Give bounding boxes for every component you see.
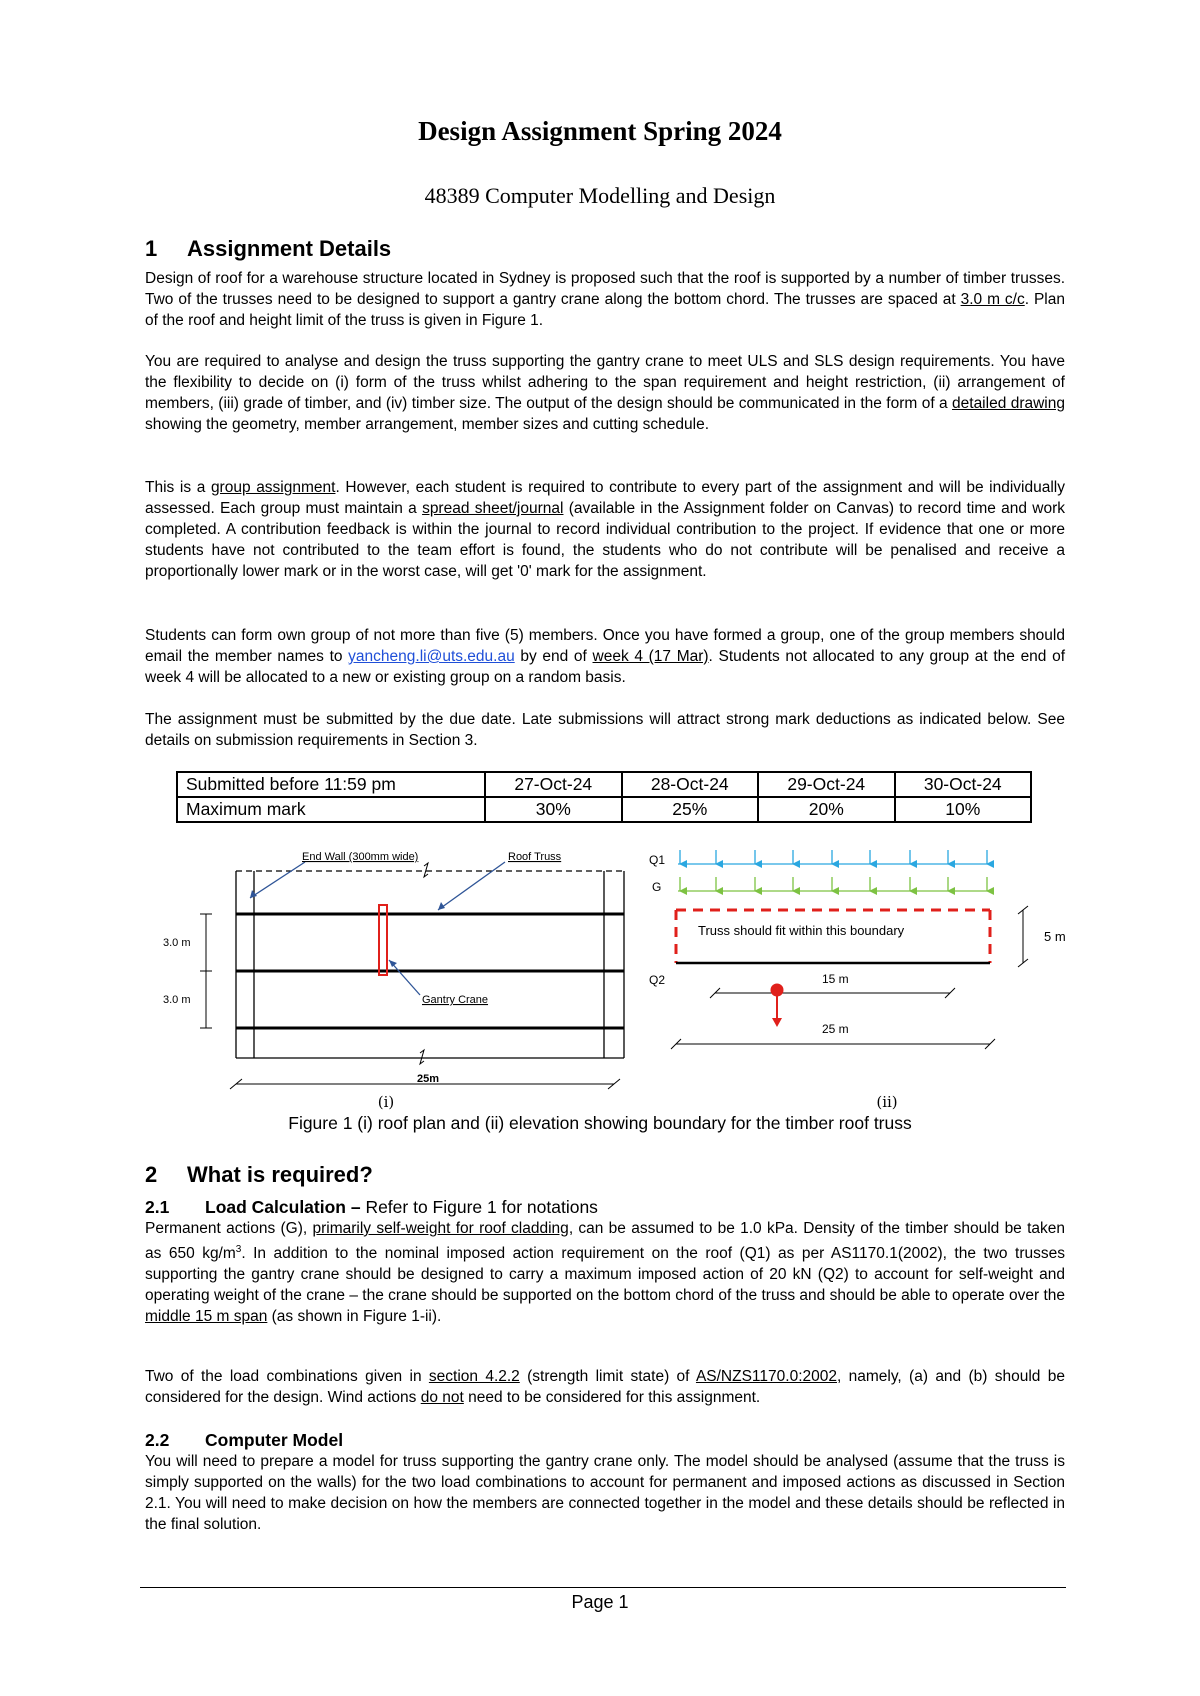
underlined-section-reference: section 4.2.2	[428, 1368, 520, 1385]
underlined-spreadsheet-journal: spread sheet/journal	[422, 500, 564, 517]
underlined-self-weight: primarily self-weight for roof cladding	[312, 1220, 569, 1237]
document-title: Design Assignment Spring 2024	[418, 116, 782, 146]
paragraph-computer-model: You will need to prepare a model for truss supporting the gantry crane only. The model should be analysed (assume that the truss is simply supported on the walls) for the two load combinations to account for permanent and imposed actions as discussed in Section 2.1. You will need to make decision on how the members are connected together in the model and these details should be reflected in the final solution.	[145, 1453, 1065, 1533]
spacing-dimension-2: 3.0 m	[163, 994, 191, 1006]
text-run: by end of	[514, 648, 593, 665]
text-run: Two of the load combinations given in	[145, 1368, 429, 1385]
span-dimension-label: 25m	[417, 1073, 440, 1085]
subsection-number: 2.1	[145, 1197, 170, 1217]
crane-span-label: 15 m	[822, 972, 849, 986]
underlined-standard-reference: AS/NZS1170.0:2002	[695, 1368, 837, 1385]
text-run: (strength limit state) of	[519, 1368, 696, 1385]
section-number: 1	[145, 236, 158, 261]
g-load-arrows	[678, 877, 990, 891]
q1-load-arrows	[678, 850, 990, 864]
height-dimension-label: 5 m	[1044, 929, 1066, 944]
subsection-title: Load Calculation –	[205, 1197, 361, 1217]
subsection-title: Computer Model	[205, 1430, 344, 1450]
leader-arrowhead	[389, 960, 397, 967]
underlined-group-assignment: group assignment	[210, 479, 336, 496]
text-run: . However, each student is required to contribute to every part of the assignment and will be individually assessed. Each group must maintain a	[145, 479, 1066, 517]
table-cell: 30%	[485, 797, 622, 822]
underlined-deadline: week 4 (17 Mar)	[592, 648, 709, 665]
break-mark	[420, 1050, 424, 1064]
text-run: need to be considered for this assignment.	[463, 1389, 761, 1406]
roof-plan	[163, 851, 624, 1111]
crane-load-arrowhead	[772, 1018, 782, 1027]
roof-truss-label: Roof Truss	[508, 851, 562, 863]
end-wall-label: End Wall (300mm wide)	[302, 851, 419, 863]
text-run: , namely, (a) and (b) should be considered for the design. Wind actions	[145, 1368, 1065, 1406]
text-run: . Students not allocated to any group at the end of week 4 will be allocated to a new or existing group on a random basis.	[145, 648, 1066, 686]
paragraph-submission: The assignment must be submitted by the due date. Late submissions will attract strong mark deductions as indicated below. See details on submission requirements in Section 3.	[145, 711, 1065, 749]
underlined-middle-span: middle 15 m span	[145, 1308, 268, 1326]
end-wall-leader	[250, 862, 305, 898]
boundary-text: Truss should fit within this boundary	[698, 923, 905, 938]
text-run: Students can form own group of not more than five (5) members. Once you have formed a group, one of the group members should email the member names to	[145, 627, 1065, 665]
section-title: What is required?	[187, 1162, 373, 1187]
paragraph-load-combinations	[145, 1366, 1065, 1408]
subsection-title-rest: Refer to Figure 1 for notations	[360, 1197, 598, 1217]
section-2-1-heading	[145, 1197, 598, 1218]
table-cell: 29-Oct-24	[758, 772, 895, 797]
table-cell: Submitted before 11:59 pm	[177, 772, 485, 797]
table-cell: Maximum mark	[177, 797, 485, 822]
text-run: showing the geometry, member arrangement, member sizes and cutting schedule.	[145, 416, 710, 433]
table-cell: 25%	[622, 797, 759, 822]
superscript: 3	[235, 1244, 242, 1255]
text-run: . Plan of the roof and height limit of the truss is given in Figure 1.	[145, 291, 1065, 329]
text-run: Design of roof for a warehouse structure located in Sydney is proposed such that the roof is supported by a number of timber trusses. Two of the trusses need to be designed to support a gantry crane along the bottom chord. The trusses are spaced at	[145, 270, 1065, 308]
plan-figure-label: (i)	[377, 1093, 395, 1111]
underlined-do-not: do not	[420, 1389, 464, 1406]
section-number: 2	[145, 1162, 158, 1187]
text-run: Permanent actions (G),	[145, 1220, 313, 1237]
table-cell: 30-Oct-24	[895, 772, 1032, 797]
subsection-number: 2.2	[145, 1430, 170, 1450]
text-run: This is a	[145, 479, 211, 496]
section-2-heading	[145, 1162, 373, 1188]
gantry-crane-label: Gantry Crane	[422, 994, 489, 1006]
page-number: Page 1	[571, 1592, 629, 1612]
text-run: , can be assumed to be 1.0 kPa. Density of the timber should be taken as 650 kg/m	[145, 1220, 1066, 1263]
section-2-2-heading	[145, 1430, 343, 1451]
text-run: (available in the Assignment folder on Canvas) to record time and work completed. A contribution feedback is within the journal to record individual contribution to the project. If evidence that one or more students have not contributed to the team effort is found, the students who do not contribute will be penalised and receive a proportionally lower mark or in the worst case, will get '0' mark for the assignment.	[145, 500, 1065, 580]
elevation-figure-label: (ii)	[876, 1093, 898, 1111]
underlined-detailed-drawing: detailed drawing	[952, 395, 1065, 412]
text-run: You are required to analyse and design the truss supporting the gantry crane to meet ULS and SLS design requirements. You have the flexibility to decide on (i) form of the truss whilst adhering to the span requirement and height restriction, (ii) arrangement of members, (iii) grade of timber, and (iv) timber size. The output of the design should be communicated in the form of a	[145, 353, 1065, 412]
underlined-spacing: 3.0 m c/c	[960, 291, 1025, 308]
table-cell: 10%	[895, 797, 1032, 822]
q2-label: Q2	[649, 973, 666, 987]
text-run: (as shown in Figure 1-ii).	[267, 1308, 442, 1326]
figure-caption: Figure 1 (i) roof plan and (ii) elevation showing boundary for the timber roof truss	[288, 1113, 912, 1133]
footer-divider	[140, 1587, 1066, 1588]
q1-label: Q1	[649, 853, 666, 867]
table-cell: 28-Oct-24	[622, 772, 759, 797]
document-subtitle: 48389 Computer Modelling and Design	[424, 183, 776, 208]
table-cell: 20%	[758, 797, 895, 822]
roof-truss-leader	[438, 862, 505, 910]
g-label: G	[652, 880, 662, 894]
elevation-diagram	[649, 850, 1066, 1111]
total-span-label: 25 m	[822, 1022, 849, 1036]
spacing-dimension-1: 3.0 m	[163, 937, 191, 949]
text-run: . In addition to the nominal imposed action requirement on the roof (Q1) as per AS1170.1(2002), the two trusses supporting the gantry crane should be designed to carry a maximum imposed action of 20 kN (Q2) to account for self-weight and operating weight of the crane – the crane should be supported on the bottom chord of the truss and should be able to operate over the	[145, 1245, 1065, 1305]
section-title: Assignment Details	[187, 236, 392, 261]
break-mark	[424, 863, 428, 877]
table-cell: 27-Oct-24	[485, 772, 622, 797]
paragraph-load-calculation	[145, 1218, 1065, 1327]
email-link[interactable]: yancheng.li@uts.edu.au	[348, 648, 515, 665]
